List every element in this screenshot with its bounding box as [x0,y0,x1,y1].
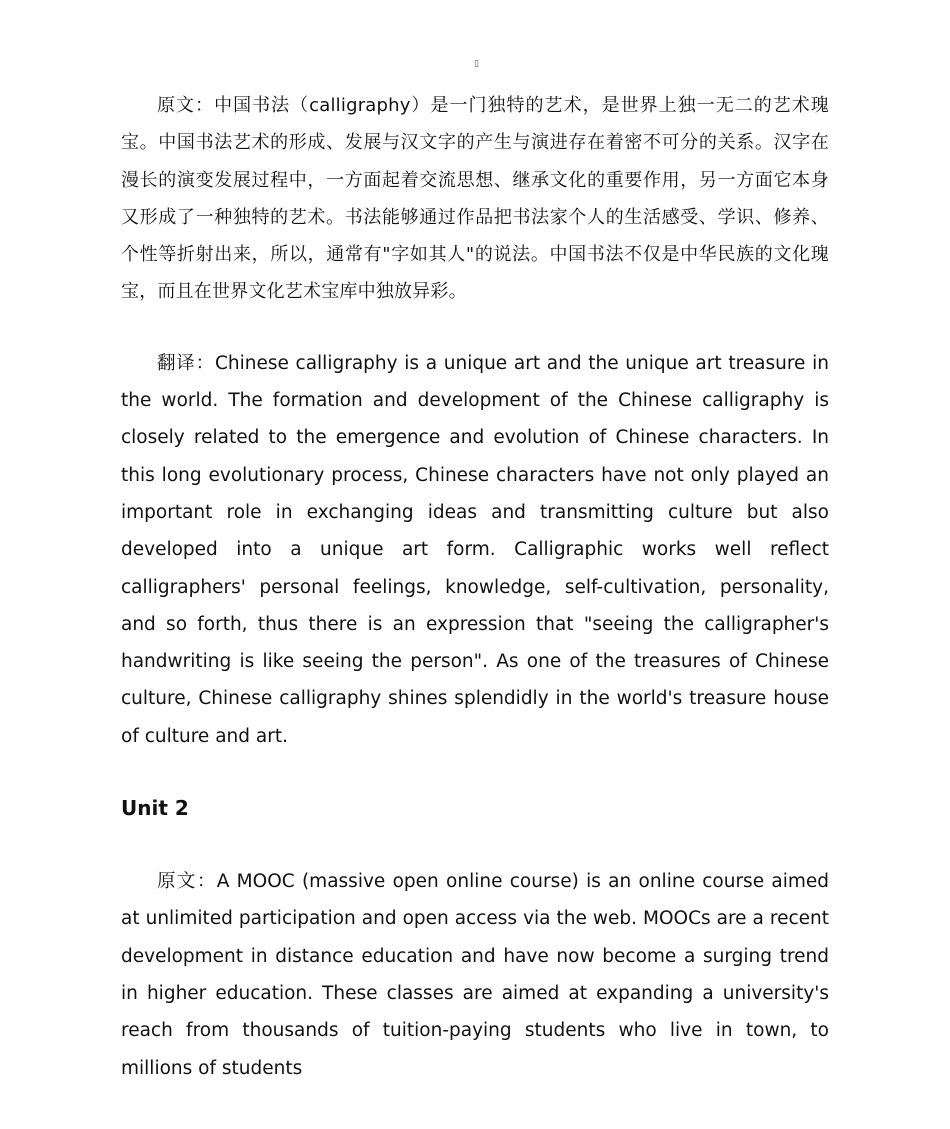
translation-text: Chinese calligraphy is a unique art and the unique art treasure in the world. The formation and development of the Chinese calligraphy is closely related to the emergence and evolution of Chinese characters. In this long evolutionary process, Chinese characters have not only played an important role in exchanging ideas and transmitting culture but also developed into a unique art form. Calligraphic works well reflect calligraphers' personal feelings, knowledge, self-cultivation, personality, and so forth, thus there is an expression that "seeing the calligrapher's handwriting is like seeing the person". As one of the treasures of Chinese culture, Chinese calligraphy shines splendidly in the world's treasure house of culture and art. [121,352,829,747]
original-paragraph-unit1 [121,87,829,311]
unit-heading: Unit 2 [121,796,189,821]
translation-label: 翻译： [157,352,215,374]
original-text: A MOOC (massive open online course) is an online course aimed at unlimited participation and open access via the web. MOOCs are a recent development in distance education and have now become a surging trend in higher education. These classes are aimed at expanding a university's reach from thousands of tuition-paying students who live in town, to millions of students [121,871,829,1079]
page-header-mark: ▯ [474,59,479,69]
translation-paragraph-unit1 [121,345,829,755]
document-body [121,87,829,1087]
original-text: 中国书法（calligraphy）是一门独特的艺术，是世界上独一无二的艺术瑰宝。中国书法艺术的形成、发展与汉文字的产生与演进存在着密不可分的关系。汉字在漫长的演变发展过程中，一方面起着交流思想、继承文化的重要作用，另一方面它本身又形成了一种独特的艺术。书法能够通过作品把书法家个人的生活感受、学识、修养、个性等折射出来，所以，通常有"字如其人"的说法。中国书法不仅是中华民族的文化瑰宝，而且在世界文化艺术宝库中独放异彩。 [121,95,829,303]
original-label: 原文： [157,95,215,116]
paragraph-spacer [121,311,829,345]
paragraph-spacer [121,827,829,863]
original-label: 原文： [157,871,217,893]
original-paragraph-unit2 [121,863,829,1087]
paragraph-spacer [121,755,829,789]
